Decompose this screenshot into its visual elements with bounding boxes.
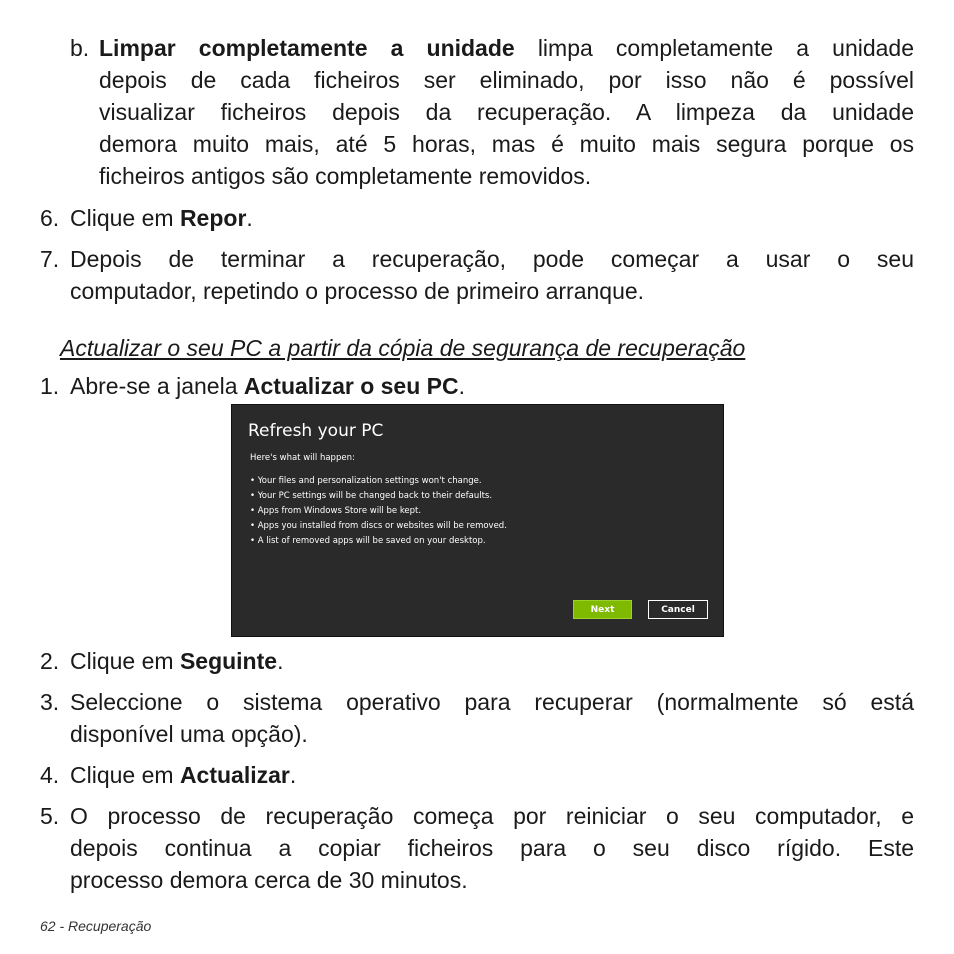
s3-line-0: Seleccione o sistema operativo para recuperar (normalmente só está bbox=[70, 689, 914, 715]
step-6-text bbox=[70, 202, 253, 234]
screenshot-bullet: • Your PC settings will be changed back to their defaults. bbox=[250, 491, 493, 501]
step-7-line-1: computador, repetindo o processo de primeiro arranque. bbox=[70, 278, 645, 304]
s5-line-2: processo demora cerca de 30 minutos. bbox=[70, 867, 468, 893]
page-footer: 62 - Recuperação bbox=[40, 918, 152, 934]
s4-number: 4. bbox=[40, 762, 60, 788]
s4-bold: Actualizar bbox=[179, 762, 290, 788]
step-7-paragraph bbox=[70, 243, 914, 307]
screenshot-title: Refresh your PC bbox=[248, 421, 384, 441]
s2-post: . bbox=[277, 648, 284, 674]
item-b-line-4: ficheiros antigos são completamente removidos. bbox=[99, 163, 592, 189]
next-button[interactable]: Next bbox=[573, 600, 632, 619]
s3-line-1: disponível uma opção). bbox=[70, 721, 308, 747]
s2-text bbox=[70, 645, 283, 677]
s3-number: 3. bbox=[40, 689, 60, 715]
list-marker-b: b. bbox=[70, 35, 90, 61]
screenshot-bullet: • A list of removed apps will be saved on your desktop. bbox=[250, 536, 486, 546]
s3-paragraph bbox=[70, 686, 914, 750]
item-b-line-1: depois de cada ficheiros ser eliminado, por isso não é possível bbox=[99, 67, 914, 93]
s5-paragraph bbox=[70, 800, 914, 896]
s4-post: . bbox=[289, 762, 297, 788]
section-title: Actualizar o seu PC a partir da cópia de segurança de recuperação bbox=[60, 335, 746, 361]
s2-number: 2. bbox=[40, 648, 60, 674]
s4-text bbox=[70, 759, 296, 791]
screenshot-bullet: • Apps from Windows Store will be kept. bbox=[250, 506, 422, 516]
cancel-button[interactable]: Cancel bbox=[648, 600, 708, 619]
screenshot-bullet: • Apps you installed from discs or websites will be removed. bbox=[250, 521, 507, 531]
s5-number: 5. bbox=[40, 803, 60, 829]
item-b-bold: Limpar completamente a unidade bbox=[99, 35, 515, 61]
s5-line-1: depois continua a copiar ficheiros para o seu disco rígido. Este bbox=[70, 835, 914, 861]
s4-pre: Clique em bbox=[70, 762, 180, 788]
step-7-line-0: Depois de terminar a recuperação, pode começar a usar o seu bbox=[70, 246, 914, 272]
s1-bold: Actualizar o seu PC bbox=[243, 373, 459, 399]
refresh-pc-screenshot bbox=[231, 404, 724, 637]
s5-line-0: O processo de recuperação começa por reiniciar o seu computador, e bbox=[70, 803, 914, 829]
step-6-bold: Repor bbox=[179, 205, 247, 231]
step-6-post: . bbox=[246, 205, 253, 231]
item-b-line-0: limpa completamente a unidade bbox=[514, 35, 915, 61]
step-7-number: 7. bbox=[40, 246, 60, 272]
screenshot-bullet: • Your files and personalization settings won't change. bbox=[250, 476, 482, 486]
s2-bold: Seguinte bbox=[179, 648, 278, 674]
step-6-pre: Clique em bbox=[70, 205, 180, 231]
s1-post: . bbox=[458, 373, 466, 399]
item-b-line-3: demora muito mais, até 5 horas, mas é muito mais segura porque os bbox=[99, 131, 914, 157]
s1-text bbox=[70, 370, 465, 402]
s1-number: 1. bbox=[40, 373, 60, 399]
s1-pre: Abre-se a janela bbox=[70, 373, 244, 399]
screenshot-bullet-list bbox=[250, 474, 507, 549]
step-6-number: 6. bbox=[40, 205, 60, 231]
screenshot-subtitle: Here's what will happen: bbox=[250, 453, 355, 463]
item-b-line-2: visualizar ficheiros depois da recuperação. A limpeza da unidade bbox=[99, 99, 914, 125]
item-b-paragraph bbox=[99, 32, 914, 192]
s2-pre: Clique em bbox=[70, 648, 180, 674]
